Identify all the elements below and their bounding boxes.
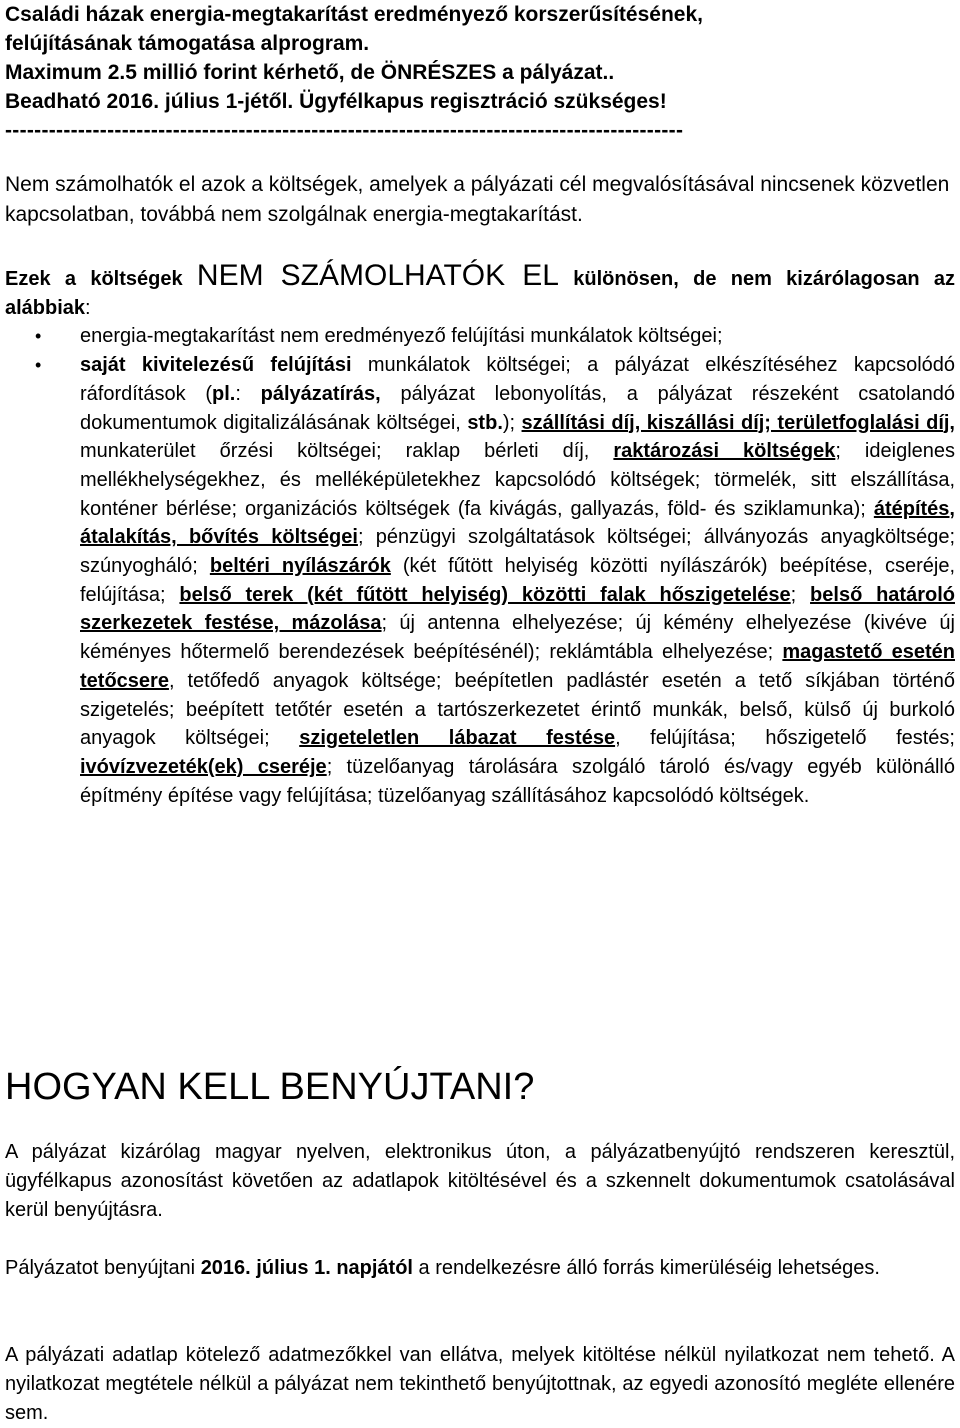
item-text: (két fűtött helyiség közötti nyílászárók) beépítése, cseréje, felújítása; <box>80 555 956 606</box>
list-item <box>5 322 955 351</box>
list-item <box>5 351 955 810</box>
lead-text-a: Ezek a költségek <box>5 268 197 290</box>
submission-start-date: 2016. július 1. napjától <box>200 1257 413 1279</box>
non-eligible-costs-section <box>5 259 956 810</box>
item-text: ; <box>790 583 811 606</box>
item-text: , felújítása; hőszigetelő festés; <box>615 727 955 750</box>
non-eligible-costs-list <box>5 322 955 810</box>
lead-emphasis: NEM SZÁMOLHATÓK EL <box>196 259 559 292</box>
item-text: ; ideiglenes mellékhelységekhez, és melléképületekhez kapcsolódó költségek; törmelék, sitt elszállítása, konténer bérlése; organizációs költségek (fa kivágás, gallyazás, föld- és sziklamunka); <box>80 440 956 520</box>
item-text: pályázat lebonyolítás, a pályázat részeként csatolandó dokumentumok digitalizálásának költségei, <box>80 382 955 434</box>
howto-paragraph-1: A pályázat kizárólag magyar nyelven, elektronikus úton, a pályázatbenyújtó rendszeren keresztül, ügyfélkapus azonosítást követően az adatlapok kitöltésével és a szkennelt dokumentumok csatolásával kerül benyújtásra. <box>5 1141 955 1221</box>
item-text: ); <box>502 411 522 434</box>
p2-text-a: Pályázatot benyújtani <box>5 1257 201 1279</box>
lead-colon: : <box>85 296 91 319</box>
item-text: munkaterület őrzési költségei; raklap bérleti díj, <box>80 440 614 463</box>
item-bold-raktarozasi: raktározási költségek <box>613 440 836 463</box>
header-title-line-1: Családi házak energia-megtakarítást eredményező korszerűsítésének, <box>5 3 703 26</box>
header-dashed-divider: --------------------------------------------------------------------------------------------- <box>5 119 684 142</box>
item-bold-ivoviz: ivóvízvezeték(ek) cseréje <box>80 755 327 778</box>
bullet-icon: • <box>35 355 42 376</box>
item-bold-atepites: átépítés, átalakítás, bővítés költségei <box>80 497 955 549</box>
item-bold-belteri: beltéri nyílászárók <box>209 555 391 578</box>
item-text: munkálatok költségei; a pályázat elkészítéséhez kapcsolódó ráfordítások ( <box>80 354 955 405</box>
item-bold-stb: stb. <box>467 411 503 434</box>
header-max-amount-line: Maximum 2.5 millió forint kérhető, de ÖNRÉSZES a pályázat.. <box>5 61 615 84</box>
header-submission-line: Beadható 2016. július 1-jétől. Ügyfélkapus regisztráció szükséges! <box>5 90 667 113</box>
header-title-line-2: felújításának támogatása alprogram. <box>5 32 370 55</box>
howto-heading: HOGYAN KELL BENYÚJTANI? <box>5 1066 535 1108</box>
list-item-text: energia-megtakarítást nem eredményező felújítási munkálatok költségei; <box>80 325 723 348</box>
item-bold-magasteto: magastető esetén tetőcsere <box>80 641 955 692</box>
lead-text-b: különösen, de nem kizárólagosan az alábbiak <box>5 268 955 319</box>
item-text: : <box>235 382 261 405</box>
bullet-icon: • <box>35 326 42 347</box>
intro-paragraph: Nem számolhatók el azok a költségek, amelyek a pályázati cél megvalósításával nincsenek közvetlen kapcsolatban, továbbá nem szolgálnak energia-megtakarítást. <box>5 173 950 226</box>
item-bold-szallitasi: szállítási díj, kiszállási díj; területfoglalási díj, <box>521 411 955 434</box>
item-bold-pl: pl. <box>212 382 236 405</box>
howto-paragraph-3: A pályázati adatlap kötelező adatmezőkkel van ellátva, melyek kitöltése nélkül nyilatkozat nem tehető. A nyilatkozat megtétele nélkül a pályázat nem tekinthető benyújtottnak, az egyedi azonosító megléte ellenére sem. <box>5 1344 955 1424</box>
p2-text-b: a rendelkezésre álló forrás kimerüléséig lehetséges. <box>412 1257 880 1279</box>
item-bold-belso-terek: belső terek (két fűtött helyiség) közötti falak hőszigetelése <box>179 583 791 606</box>
non-eligible-costs-lead <box>5 259 955 322</box>
item-text: ; új antenna elhelyezése; új kémény elhelyezése (kivéve új kéményes hőtermelő berendezések beépítésénél); reklámtábla elhelyezése; <box>80 612 955 664</box>
howto-paragraph-2 <box>5 1254 955 1283</box>
document-header <box>5 0 955 145</box>
item-text: , tetőfedő anyagok költsége; beépítetlen padlástér esetén a tető síkjában történő szigetelés; beépített tetőtér esetén a tartószerkezetet érintő munkák, belső, külső új burkoló anyagok költségei; <box>80 669 955 750</box>
item-bold-palyazatiras: pályázatírás, <box>260 382 381 405</box>
item-text: ; tüzelőanyag tárolására szolgáló tároló és/vagy egyéb különálló építmény építése vagy felújítása; tüzelőanyag szállításához kapcsolódó költségek. <box>80 755 955 807</box>
item-bold-saját: saját kivitelezésű felújítási <box>80 354 352 377</box>
item-text: ; pénzügyi szolgáltatások költségei; állványozás anyagköltsége; szúnyogháló; <box>80 526 956 578</box>
item-bold-belso-hataro: belső határoló szerkezetek festése, mázolása <box>80 583 955 635</box>
item-bold-szigeteletlen: szigeteletlen lábazat festése <box>299 727 616 750</box>
